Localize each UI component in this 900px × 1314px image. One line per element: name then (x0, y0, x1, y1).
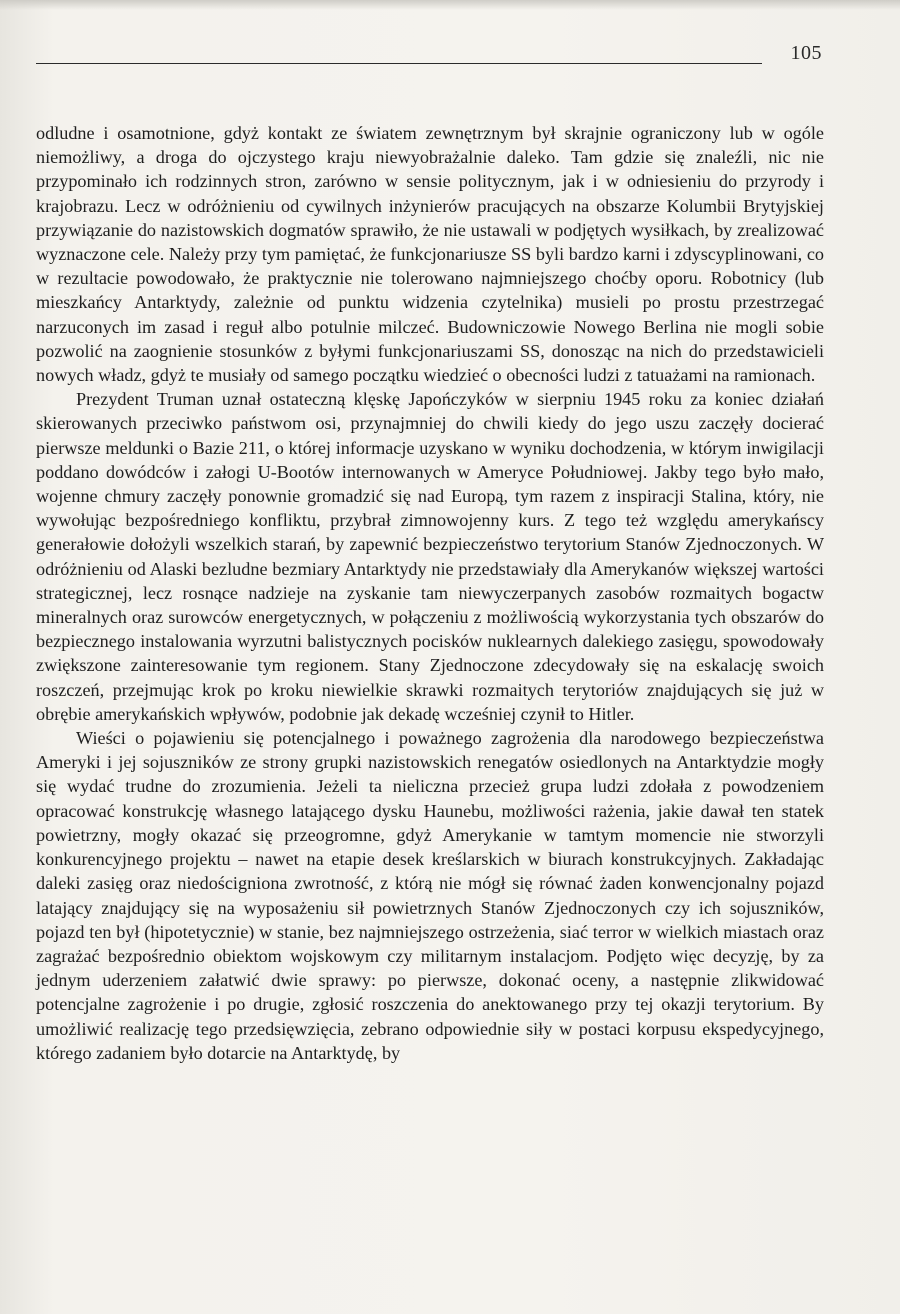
body-text (36, 121, 824, 1065)
page-number: 105 (790, 42, 822, 64)
header-rule (36, 63, 762, 64)
paragraph-2: Prezydent Truman uznał ostateczną klęskę Japończyków w sierpniu 1945 roku za koniec działań skierowanych przeciwko państwom osi, przynajmniej do chwili kiedy do jego uszu zaczęły docierać pierwsze meldunki o Bazie 211, o której informacje uzyskano w wyniku dochodzenia, w którym inwigilacji poddano dowódców i załogi U-Bootów internowanych w Ameryce Południowej. Jakby tego było mało, wojenne chmury zaczęły ponownie gromadzić się nad Europą, tym razem z inspiracji Stalina, który, nie wywołując bezpośredniego konfliktu, przybrał zimnowojenny kurs. Z tego też względu amerykańscy generałowie dołożyli wszelkich starań, by zapewnić bezpieczeństwo terytorium Stanów Zjednoczonych. W odróżnieniu od Alaski bezludne bezmiary Antarktydy nie przedstawiały dla Amerykanów większej wartości strategicznej, lecz rosnące nadzieje na zyskanie tam niewyczerpanych zasobów rozmaitych bogactw mineralnych oraz surowców energetycznych, w połączeniu z możliwością wykorzystania tych obszarów do bezpiecznego instalowania wyrzutni balistycznych pocisków nuklearnych dalekiego zasięgu, spowodowały zwiększone zainteresowanie tym regionem. Stany Zjednoczone zdecydowały się na eskalację swoich roszczeń, przejmując krok po kroku niewielkie skrawki rozmaitych terytoriów znajdujących się już w obrębie amerykańskich wpływów, podobnie jak dekadę wcześniej czynił to Hitler. (36, 389, 824, 724)
paragraph-1: odludne i osamotnione, gdyż kontakt ze światem zewnętrznym był skrajnie ograniczony lub w ogóle niemożliwy, a droga do ojczystego kraju niewyobrażalnie daleko. Tam gdzie się znaleźli, nic nie przypominało ich rodzinnych stron, zarówno w sensie politycznym, jak i w odniesieniu do przyrody i krajobrazu. Lecz w odróżnieniu od cywilnych inżynierów pracujących na obszarze Kolumbii Brytyjskiej przywiązanie do nazistowskich dogmatów sprawiło, że nie ustawali w podjętych wysiłkach, by zrealizować wyznaczone cele. Należy przy tym pamiętać, że funkcjonariusze SS byli bardzo karni i zdyscyplinowani, co w rezultacie powodowało, że praktycznie nie tolerowano najmniejszego choćby oporu. Robotnicy (lub mieszkańcy Antarktydy, zależnie od punktu widzenia czytelnika) musieli po prostu przestrzegać narzuconych im zasad i reguł albo potulnie milczeć. Budowniczowie Nowego Berlina nie mogli sobie pozwolić na zaognienie stosunków z byłymi funkcjonariuszami SS, donosząc na nich do przedstawicieli nowych władz, gdyż te musiały od samego początku wiedzieć o obecności ludzi z tatuażami na ramionach. (36, 123, 824, 386)
scan-shadow (0, 0, 900, 10)
paragraph-3: Wieści o pojawieniu się potencjalnego i poważnego zagrożenia dla narodowego bezpieczeństwa Ameryki i jej sojuszników ze strony grupki nazistowskich renegatów osiedlonych na Antarktydzie mogły się wydać trudne do zrozumienia. Jeżeli ta nieliczna przecież grupa ludzi zdołała z powodzeniem opracować konstrukcję własnego latającego dysku Haunebu, możliwości rażenia, jakie dawał ten statek powietrzny, mogły okazać się przeogromne, gdyż Amerykanie w tamtym momencie nie stworzyli konkurencyjnego projektu – nawet na etapie desek kreślarskich w biurach konstrukcyjnych. Zakładając daleki zasięg oraz niedościgniona zwrotność, z którą nie mógł się równać żaden konwencjonalny pojazd latający znajdujący się na wyposażeniu sił powietrznych Stanów Zjednoczonych czy ich sojuszników, pojazd ten był (hipotetycznie) w stanie, bez najmniejszego ostrzeżenia, siać terror w wielkich miastach oraz zagrażać bezpośrednio obiektom wojskowym czy militarnym instalacjom. Podjęto więc decyzję, by za jednym uderzeniem załatwić dwie sprawy: po pierwsze, dokonać oceny, a następnie zlikwidować potencjalne zagrożenie i po drugie, zgłosić roszczenia do anektowanego przy tej okazji terytorium. By umożliwić realizację tego przedsięwzięcia, zebrano odpowiednie siły w postaci korpusu ekspedycyjnego, którego zadaniem było dotarcie na Antarktydę, by (36, 728, 824, 1063)
